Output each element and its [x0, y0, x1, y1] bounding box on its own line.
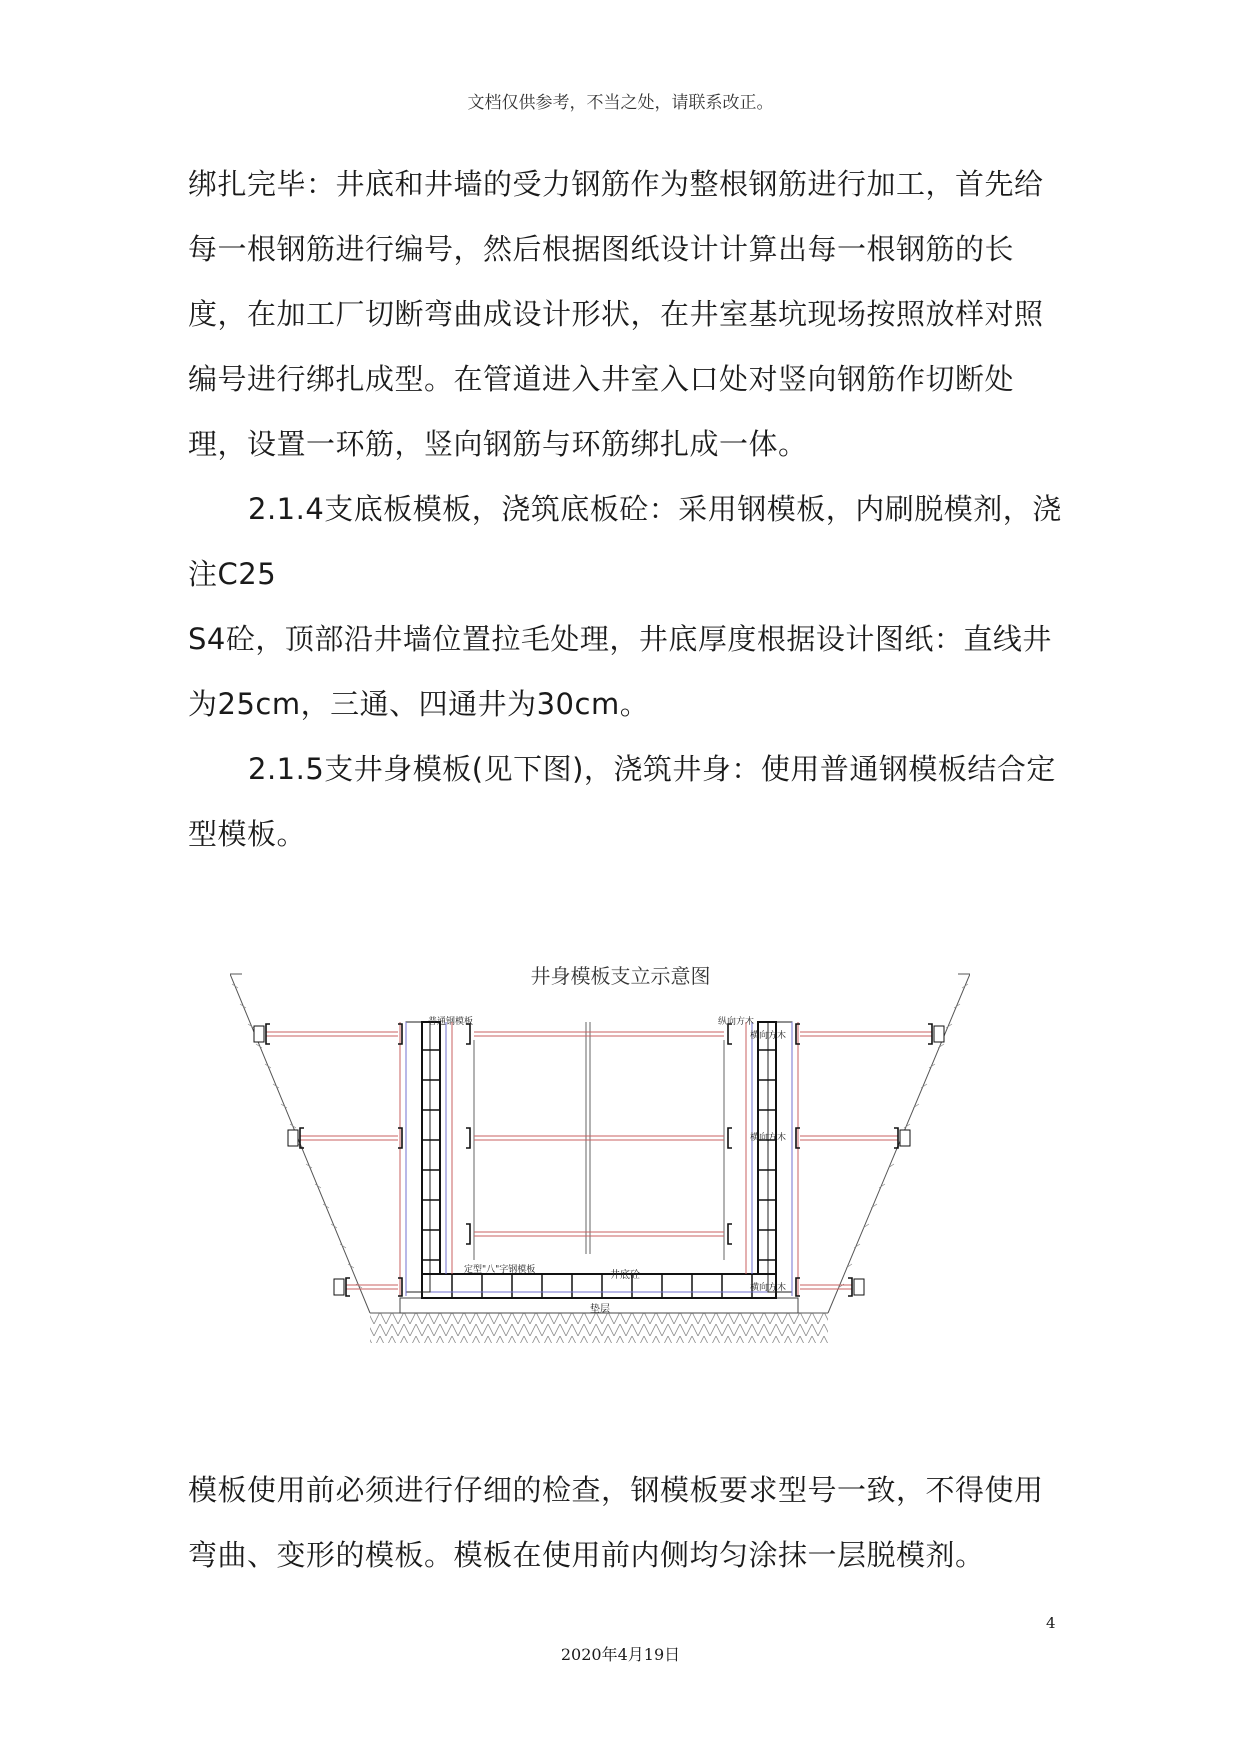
inner-strut-caps [398, 1024, 800, 1296]
paragraph-bottom-formwork: 2.1.4支底板模板，浇筑底板砼：采用钢模板，内刷脱模剂，浇注C25 [188, 492, 1062, 591]
paragraph-formwork-inspection: 模板使用前必须进行仔细的检查，钢模板要求型号一致，不得使用弯曲、变形的模板。模板在使用前内侧均匀涂抹一层脱模剂。 [188, 1473, 1044, 1572]
paragraph-wall-formwork: 2.1.5支井身模板(见下图)，浇筑井身：使用普通钢模板结合定型模板。 [188, 752, 1056, 851]
body-text-lower [188, 1458, 1068, 1588]
formwork-diagram-svg [230, 940, 970, 1390]
outer-struts [266, 1032, 932, 1289]
formwork-diagram [230, 940, 970, 1390]
bottom-slab [422, 1274, 776, 1298]
slope-pads [254, 1026, 944, 1295]
left-wall-form [400, 1022, 452, 1296]
label-horizontal-timber-3: 横向方木 [750, 1283, 787, 1293]
inner-forms [474, 1022, 724, 1260]
label-vertical-timber: 纵向方木 [718, 1017, 755, 1027]
label-bottom-concrete: 井底砼 [610, 1270, 640, 1281]
figure-title: 井身模板支立示意图 [530, 964, 711, 988]
right-slope [828, 974, 970, 1313]
ground-hatch [370, 1313, 828, 1343]
paragraph-bottom-formwork-cont: S4砼，顶部沿井墙位置拉毛处理，井底厚度根据设计图纸：直线井为25cm，三通、四通井为30cm。 [188, 622, 1052, 721]
label-shaped-form: 定型"八"字钢模板 [464, 1265, 536, 1275]
right-wall-form [746, 1022, 798, 1296]
inner-struts [474, 1032, 724, 1236]
page-header: 文档仅供参考，不当之处，请联系改正。 [467, 93, 774, 113]
footer-date: 2020年4月19日 [560, 1645, 681, 1664]
label-cushion: 垫层 [590, 1304, 610, 1315]
label-horizontal-timber-2: 横向方木 [750, 1133, 787, 1143]
paragraph-rebar-binding: 绑扎完毕：井底和井墙的受力钢筋作为整根钢筋进行加工，首先给每一根钢筋进行编号，然后根据图纸设计计算出每一根钢筋的长度，在加工厂切断弯曲成设计形状，在井室基坑现场按照放样对照编号进行绑扎成型。在管道进入井室入口处对竖向钢筋作切断处理，设置一环筋，竖向钢筋与环筋绑扎成一体。 [188, 167, 1044, 461]
page-number: 4 [1046, 1614, 1056, 1632]
label-horizontal-timber-1: 横向方木 [750, 1031, 787, 1041]
slope-caps [266, 1024, 932, 1296]
body-text-upper [188, 152, 1068, 867]
label-steel-form: 普通钢模板 [428, 1017, 474, 1027]
